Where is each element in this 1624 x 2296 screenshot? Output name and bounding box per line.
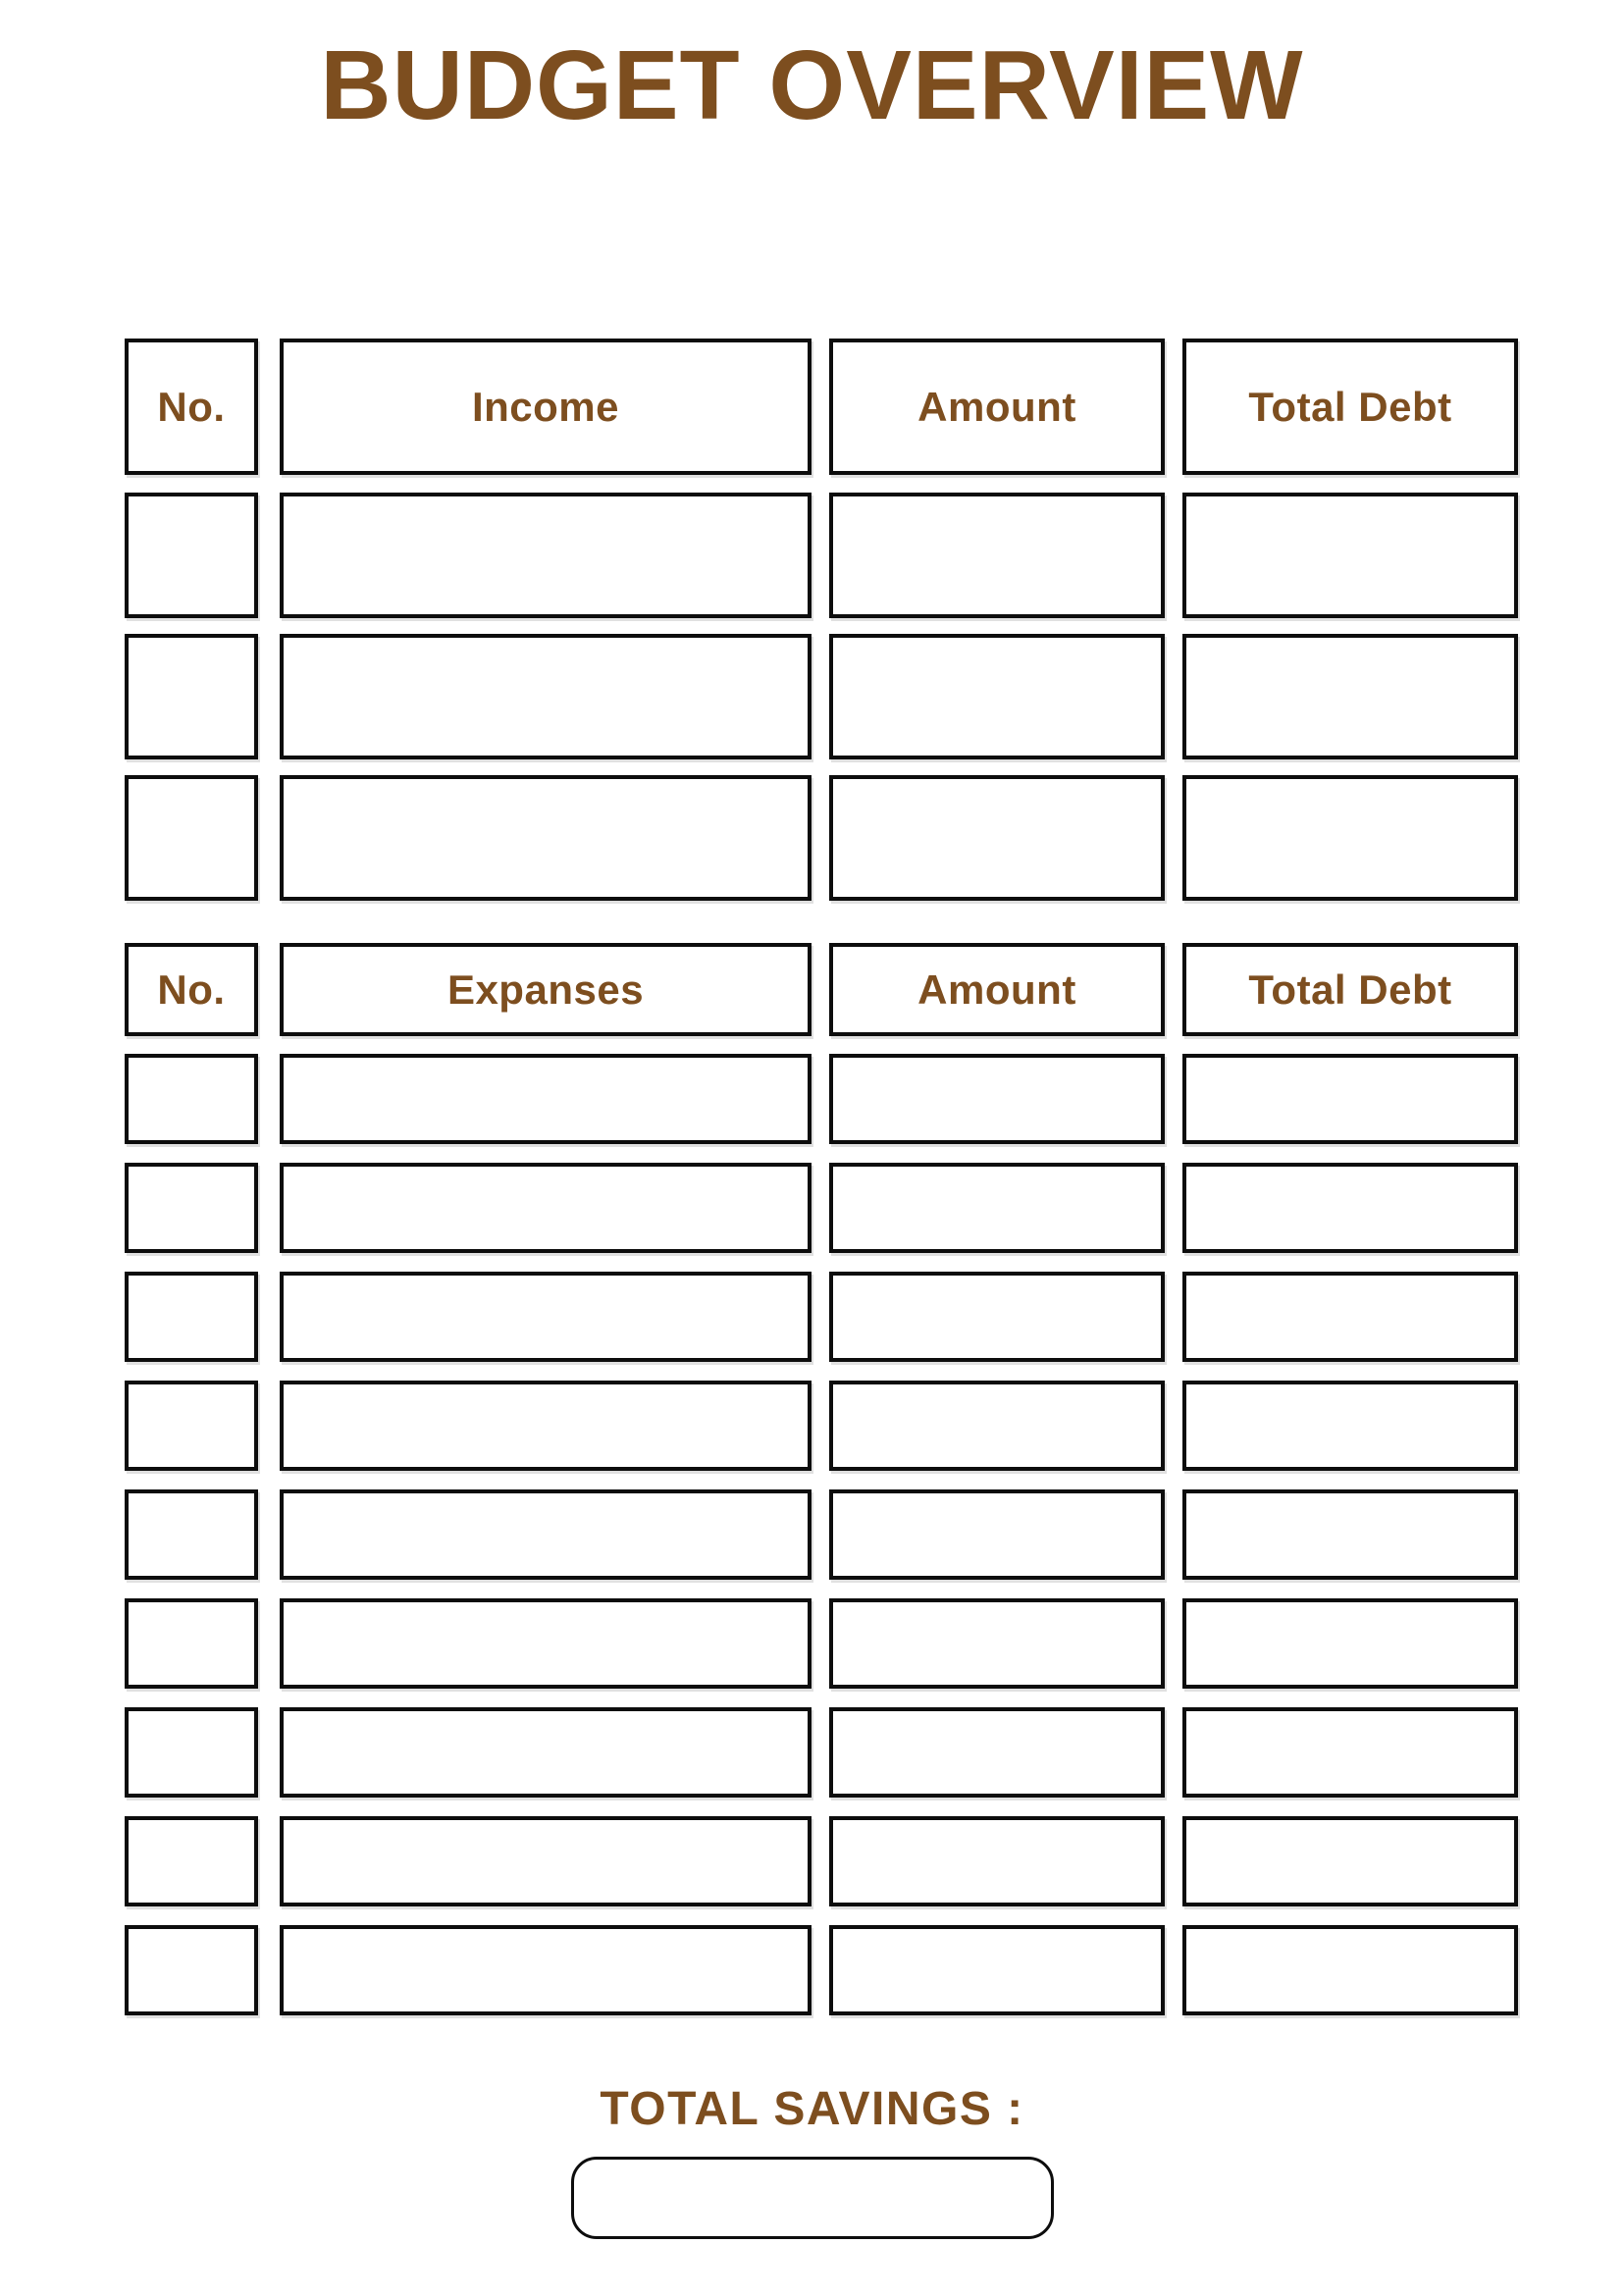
- income-cell-total-debt[interactable]: [1182, 634, 1518, 759]
- expenses-cell-total-debt[interactable]: [1182, 1598, 1518, 1689]
- income-cell-category[interactable]: [280, 775, 812, 901]
- expenses-cell-amount[interactable]: [829, 1381, 1165, 1471]
- expenses-row: [125, 1381, 1518, 1471]
- expenses-cell-no[interactable]: [125, 1054, 258, 1144]
- expenses-header-row: [125, 943, 1518, 1036]
- expenses-cell-category[interactable]: [280, 1925, 812, 2015]
- expenses-row: [125, 1163, 1518, 1253]
- expenses-row: [125, 1816, 1518, 1906]
- expenses-cell-amount[interactable]: [829, 1272, 1165, 1362]
- expenses-cell-amount[interactable]: [829, 1054, 1165, 1144]
- income-row: [125, 634, 1518, 759]
- expenses-row: [125, 1272, 1518, 1362]
- expenses-cell-amount[interactable]: [829, 1489, 1165, 1580]
- income-header-total-debt: Total Debt: [1182, 339, 1518, 475]
- expenses-cell-total-debt[interactable]: [1182, 1816, 1518, 1906]
- expenses-header-no: No.: [125, 943, 258, 1036]
- expenses-cell-category[interactable]: [280, 1489, 812, 1580]
- expenses-cell-no[interactable]: [125, 1925, 258, 2015]
- expenses-cell-amount[interactable]: [829, 1925, 1165, 2015]
- expenses-row: [125, 1598, 1518, 1689]
- expenses-cell-amount[interactable]: [829, 1707, 1165, 1798]
- expenses-row: [125, 1489, 1518, 1580]
- total-savings-input[interactable]: [571, 2157, 1054, 2239]
- income-cell-no[interactable]: [125, 493, 258, 618]
- expenses-cell-category[interactable]: [280, 1598, 812, 1689]
- page-title: BUDGET OVERVIEW: [320, 30, 1304, 140]
- income-cell-total-debt[interactable]: [1182, 775, 1518, 901]
- expenses-cell-total-debt[interactable]: [1182, 1381, 1518, 1471]
- expenses-header-category: Expanses: [280, 943, 812, 1036]
- expenses-cell-no[interactable]: [125, 1272, 258, 1362]
- expenses-cell-no[interactable]: [125, 1381, 258, 1471]
- income-cell-amount[interactable]: [829, 493, 1165, 618]
- expenses-cell-category[interactable]: [280, 1163, 812, 1253]
- expenses-cell-total-debt[interactable]: [1182, 1489, 1518, 1580]
- income-cell-category[interactable]: [280, 493, 812, 618]
- income-row: [125, 493, 1518, 618]
- budget-tables: [125, 339, 1518, 2034]
- income-header-amount: Amount: [829, 339, 1165, 475]
- expenses-cell-no[interactable]: [125, 1707, 258, 1798]
- expenses-cell-total-debt[interactable]: [1182, 1163, 1518, 1253]
- expenses-cell-no[interactable]: [125, 1816, 258, 1906]
- total-savings-label: TOTAL SAVINGS :: [600, 2083, 1024, 2135]
- income-row: [125, 775, 1518, 901]
- income-cell-total-debt[interactable]: [1182, 493, 1518, 618]
- income-cell-amount[interactable]: [829, 775, 1165, 901]
- expenses-row: [125, 1707, 1518, 1798]
- income-cell-no[interactable]: [125, 634, 258, 759]
- expenses-cell-category[interactable]: [280, 1272, 812, 1362]
- income-cell-category[interactable]: [280, 634, 812, 759]
- expenses-cell-total-debt[interactable]: [1182, 1707, 1518, 1798]
- expenses-cell-no[interactable]: [125, 1489, 258, 1580]
- income-header-no: No.: [125, 339, 258, 475]
- expenses-cell-category[interactable]: [280, 1707, 812, 1798]
- expenses-cell-total-debt[interactable]: [1182, 1925, 1518, 2015]
- expenses-cell-amount[interactable]: [829, 1163, 1165, 1253]
- expenses-cell-total-debt[interactable]: [1182, 1054, 1518, 1144]
- income-cell-amount[interactable]: [829, 634, 1165, 759]
- expenses-cell-amount[interactable]: [829, 1598, 1165, 1689]
- income-header-category: Income: [280, 339, 812, 475]
- income-cell-no[interactable]: [125, 775, 258, 901]
- expenses-cell-category[interactable]: [280, 1054, 812, 1144]
- expenses-cell-no[interactable]: [125, 1598, 258, 1689]
- expenses-cell-category[interactable]: [280, 1381, 812, 1471]
- expenses-header-total-debt: Total Debt: [1182, 943, 1518, 1036]
- expenses-header-amount: Amount: [829, 943, 1165, 1036]
- expenses-row: [125, 1054, 1518, 1144]
- expenses-cell-no[interactable]: [125, 1163, 258, 1253]
- expenses-cell-category[interactable]: [280, 1816, 812, 1906]
- income-header-row: [125, 339, 1518, 475]
- expenses-cell-total-debt[interactable]: [1182, 1272, 1518, 1362]
- expenses-cell-amount[interactable]: [829, 1816, 1165, 1906]
- expenses-row: [125, 1925, 1518, 2015]
